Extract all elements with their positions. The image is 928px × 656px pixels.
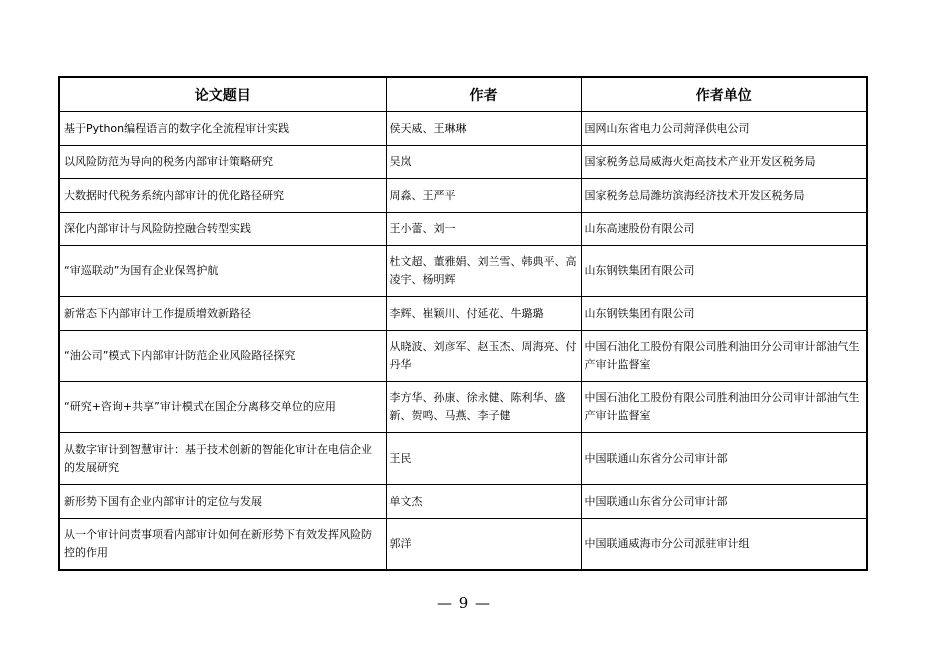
papers-table — [58, 76, 868, 571]
table-row — [59, 485, 867, 519]
header-author: 作者 — [386, 77, 581, 112]
table-row — [59, 331, 867, 382]
paper-authors: 王民 — [386, 433, 581, 485]
paper-title: 从一个审计问责事项看内部审计如何在新形势下有效发挥风险防控的作用 — [59, 519, 386, 570]
paper-title: 以风险防范为导向的税务内部审计策略研究 — [59, 146, 386, 179]
paper-unit: 中国联通山东省分公司审计部 — [581, 433, 867, 485]
paper-unit: 国家税务总局潍坊滨海经济技术开发区税务局 — [581, 179, 867, 213]
table-row — [59, 246, 867, 297]
paper-title: 从数字审计到智慧审计：基于技术创新的智能化审计在电信企业的发展研究 — [59, 433, 386, 485]
paper-title: “研究+咨询+共享”审计模式在国企分离移交单位的应用 — [59, 382, 386, 433]
header-title: 论文题目 — [59, 77, 386, 112]
paper-authors: 李辉、崔颖川、付延花、牛璐璐 — [386, 297, 581, 331]
paper-title: 新常态下内部审计工作提质增效新路径 — [59, 297, 386, 331]
paper-title: “审巡联动”为国有企业保驾护航 — [59, 246, 386, 297]
table-row — [59, 297, 867, 331]
paper-title: 大数据时代税务系统内部审计的优化路径研究 — [59, 179, 386, 213]
table-row — [59, 112, 867, 146]
paper-authors: 侯天威、王琳琳 — [386, 112, 581, 146]
paper-title: “油公司”模式下内部审计防范企业风险路径探究 — [59, 331, 386, 382]
table-row — [59, 179, 867, 213]
paper-unit: 国网山东省电力公司菏泽供电公司 — [581, 112, 867, 146]
paper-authors: 周淼、王严平 — [386, 179, 581, 213]
paper-unit: 山东高速股份有限公司 — [581, 213, 867, 246]
paper-authors: 单文杰 — [386, 485, 581, 519]
paper-unit: 山东钢铁集团有限公司 — [581, 246, 867, 297]
table-row — [59, 433, 867, 485]
header-unit: 作者单位 — [581, 77, 867, 112]
table-row — [59, 146, 867, 179]
paper-unit: 中国石油化工股份有限公司胜利油田分公司审计部油气生产审计监督室 — [581, 382, 867, 433]
paper-unit: 中国石油化工股份有限公司胜利油田分公司审计部油气生产审计监督室 — [581, 331, 867, 382]
paper-authors: 李方华、孙康、徐永健、陈利华、盛新、贺鸣、马燕、李子健 — [386, 382, 581, 433]
paper-authors: 从晓波、刘彦军、赵玉杰、周海亮、付丹华 — [386, 331, 581, 382]
table-header-row — [59, 77, 867, 112]
table-row — [59, 382, 867, 433]
paper-unit: 中国联通威海市分公司派驻审计组 — [581, 519, 867, 570]
table-row — [59, 213, 867, 246]
paper-authors: 吴岚 — [386, 146, 581, 179]
paper-authors: 郭洋 — [386, 519, 581, 570]
paper-authors: 王小蕾、刘一 — [386, 213, 581, 246]
paper-authors: 杜文超、董雅娟、刘兰雪、韩典平、高凌宇、杨明辉 — [386, 246, 581, 297]
table-row — [59, 519, 867, 570]
paper-unit: 山东钢铁集团有限公司 — [581, 297, 867, 331]
paper-title: 基于Python编程语言的数字化全流程审计实践 — [59, 112, 386, 146]
paper-unit: 中国联通山东省分公司审计部 — [581, 485, 867, 519]
paper-unit: 国家税务总局威海火炬高技术产业开发区税务局 — [581, 146, 867, 179]
paper-title: 新形势下国有企业内部审计的定位与发展 — [59, 485, 386, 519]
page-number: — 9 — — [436, 594, 492, 612]
paper-title: 深化内部审计与风险防控融合转型实践 — [59, 213, 386, 246]
